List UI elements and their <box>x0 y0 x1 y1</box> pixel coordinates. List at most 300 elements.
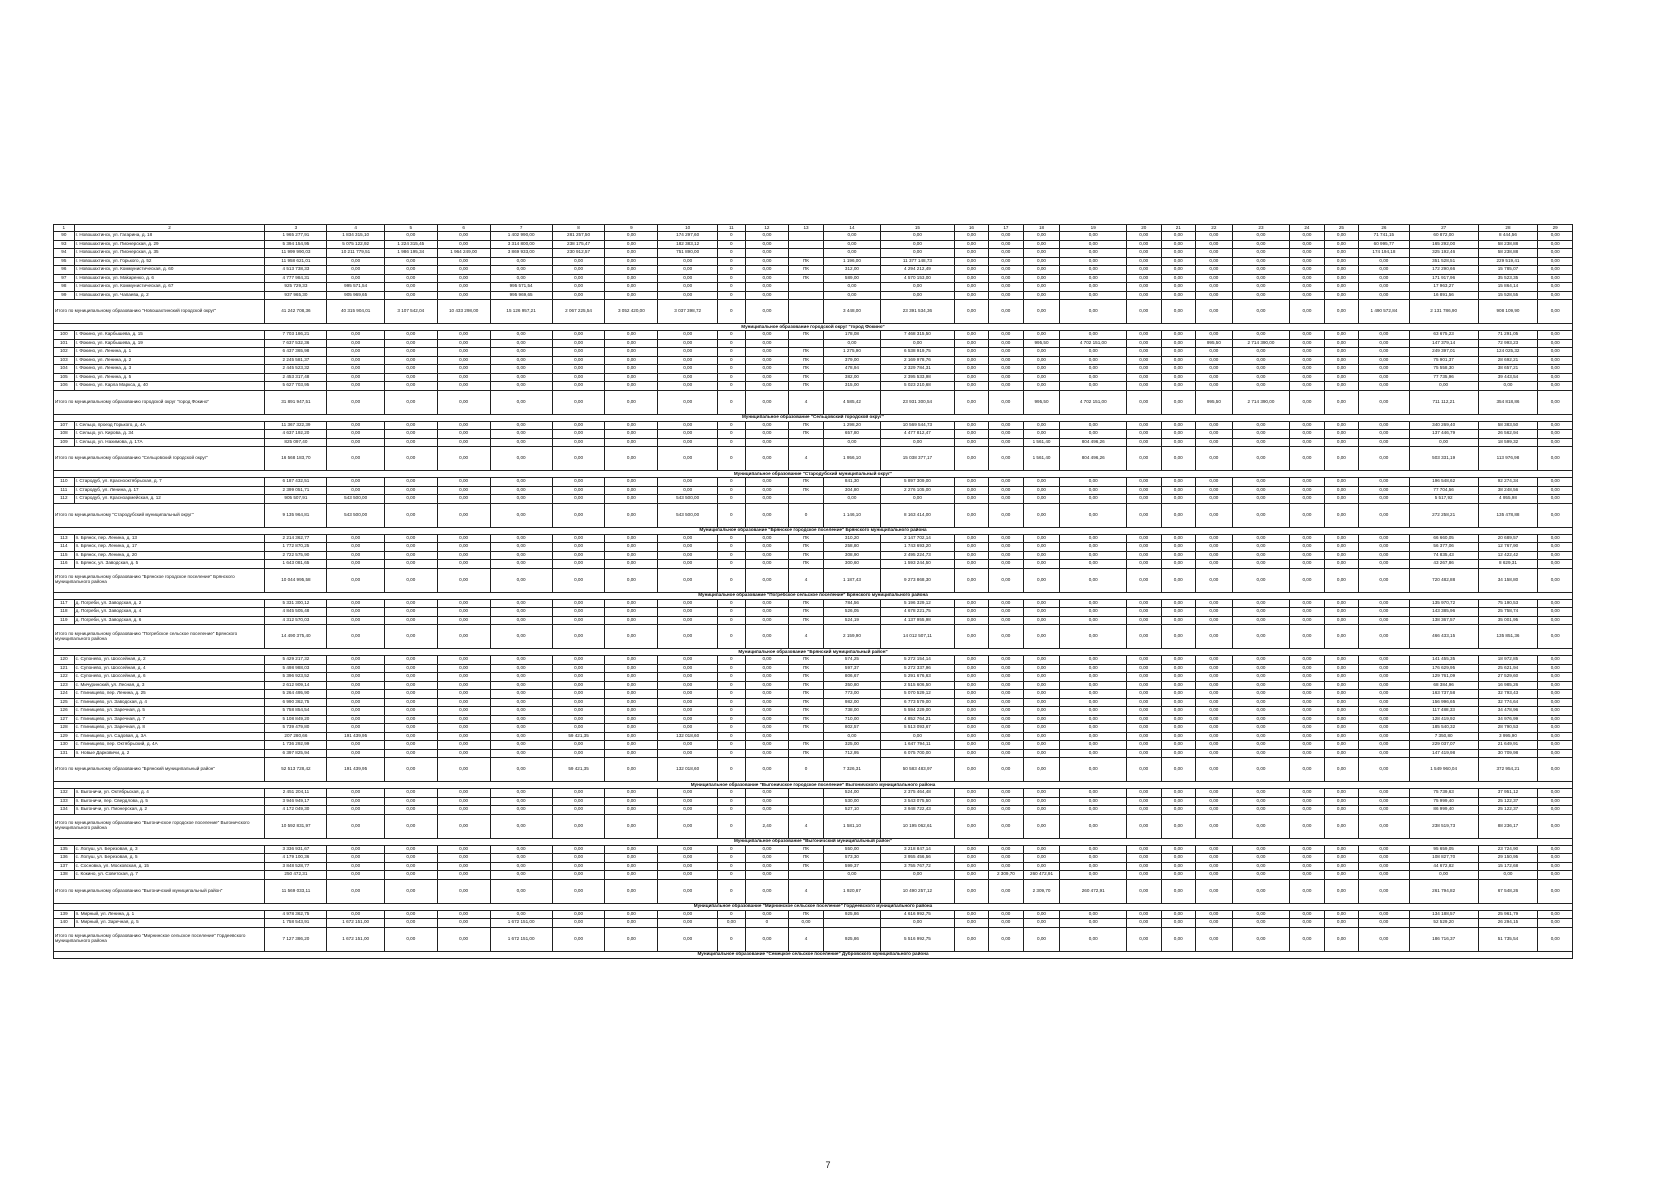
value-cell: 0,00 <box>437 438 490 447</box>
value-cell: 0 <box>718 365 746 374</box>
value-cell: 0,00 <box>745 543 789 552</box>
program-table <box>53 224 1573 959</box>
value-cell: 995 969,65 <box>490 291 552 300</box>
value-cell: 0,00 <box>605 919 658 928</box>
value-cell: 11 958 621,01 <box>265 257 327 266</box>
total-value-cell: 8 163 414,00 <box>881 503 955 527</box>
total-value-cell: 0,00 <box>1127 927 1161 951</box>
value-cell: 0,00 <box>605 274 658 283</box>
value-cell: 0,00 <box>1232 845 1289 854</box>
value-cell: 0,00 <box>1161 339 1195 348</box>
value-cell: 0,00 <box>327 274 384 283</box>
value-cell: 0,00 <box>552 690 605 699</box>
value-cell: 0,00 <box>605 673 658 682</box>
total-value-cell: 10 592 831,97 <box>265 814 327 838</box>
value-cell: 0,00 <box>490 438 552 447</box>
value-cell: 0,00 <box>1023 495 1060 504</box>
total-value-cell: 9 135 964,81 <box>265 503 327 527</box>
total-value-cell: 0,00 <box>1290 300 1324 324</box>
value-cell: 5 272 337,96 <box>881 664 955 673</box>
value-cell: 0,00 <box>1127 232 1161 241</box>
value-cell: 0,00 <box>1023 348 1060 357</box>
value-cell: 0,00 <box>954 845 988 854</box>
value-cell: 0,00 <box>552 608 605 617</box>
value-cell: 0,00 <box>1478 871 1538 880</box>
value-cell: 0,00 <box>1161 348 1195 357</box>
value-cell: 0,00 <box>327 373 384 382</box>
row-number: 133 <box>54 797 75 806</box>
value-cell: 0,00 <box>1127 732 1161 741</box>
total-value-cell: 0 <box>718 879 746 903</box>
value-cell: 0,00 <box>437 656 490 665</box>
value-cell: 0,00 <box>789 919 823 928</box>
value-cell: 0,00 <box>745 664 789 673</box>
value-cell: 0,00 <box>1023 690 1060 699</box>
value-cell: 147 419,98 <box>1409 749 1478 758</box>
value-cell: ПК <box>789 356 823 365</box>
value-cell: 0,00 <box>490 862 552 871</box>
value-cell: 0,00 <box>605 698 658 707</box>
value-cell: 0,00 <box>1195 616 1232 625</box>
total-value-cell: 1 672 151,00 <box>327 927 384 951</box>
value-cell: 5 627 703,95 <box>265 382 327 391</box>
value-cell: 0,00 <box>989 534 1023 543</box>
value-cell: 0,00 <box>1290 608 1324 617</box>
value-cell: 0,00 <box>1023 365 1060 374</box>
value-cell: 0,00 <box>1290 673 1324 682</box>
value-cell: 0,00 <box>1359 274 1410 283</box>
value-cell: 0,00 <box>1161 356 1195 365</box>
value-cell: ПК <box>789 741 823 750</box>
value-cell: 0,00 <box>605 266 658 275</box>
row-number: 137 <box>54 862 75 871</box>
value-cell: 0,00 <box>1538 274 1573 283</box>
total-value-cell: 3 037 398,72 <box>658 300 718 324</box>
value-cell: 2 612 909,14 <box>265 681 327 690</box>
value-cell: 0,00 <box>1324 266 1358 275</box>
value-cell: 15 172,68 <box>1478 862 1538 871</box>
value-cell: 0,00 <box>1161 862 1195 871</box>
value-cell: 0,00 <box>1290 240 1324 249</box>
total-value-cell: 0,00 <box>1324 879 1358 903</box>
value-cell: 0,00 <box>1195 690 1232 699</box>
value-cell: 0,00 <box>823 283 880 292</box>
value-cell: 0,00 <box>745 534 789 543</box>
value-cell: 2 453 317,48 <box>265 373 327 382</box>
value-cell: 0,00 <box>1538 871 1573 880</box>
value-cell: 0,00 <box>1161 373 1195 382</box>
value-cell: 0,00 <box>384 871 437 880</box>
value-cell: 0,00 <box>954 348 988 357</box>
municipality-title: Муниципальное образование "Сельцовский городской округ" <box>54 414 1573 421</box>
value-cell: 2 147 702,14 <box>881 534 955 543</box>
row-number: 108 <box>54 430 75 439</box>
value-cell: 0,00 <box>327 681 384 690</box>
value-cell: 0,00 <box>490 616 552 625</box>
address-cell: г. Новошахтинск, ул. Чапаева, д. 2 <box>74 291 265 300</box>
total-value-cell: 0 <box>718 758 746 782</box>
value-cell: ПК <box>789 348 823 357</box>
value-cell: 2 714 390,00 <box>1232 339 1289 348</box>
value-cell: 0,00 <box>658 673 718 682</box>
value-cell: 0,00 <box>658 365 718 374</box>
address-cell: п. Выгоничи, ул. Октябрьская, д. 4 <box>74 789 265 798</box>
total-value-cell: 0,00 <box>1127 814 1161 838</box>
value-cell: 0 <box>718 741 746 750</box>
column-number-cell: 2 <box>74 225 265 232</box>
value-cell: 0,00 <box>327 348 384 357</box>
column-number-cell: 15 <box>881 225 955 232</box>
value-cell: 0,00 <box>1195 551 1232 560</box>
value-cell: 0,00 <box>658 274 718 283</box>
value-cell: 0 <box>718 690 746 699</box>
value-cell: 0,00 <box>954 871 988 880</box>
value-cell: 0,00 <box>1538 266 1573 275</box>
value-cell: 0,00 <box>1290 656 1324 665</box>
value-cell: ПК <box>789 707 823 716</box>
total-value-cell: 4 <box>789 390 823 414</box>
value-cell: 0,00 <box>327 656 384 665</box>
value-cell: 0,00 <box>954 365 988 374</box>
total-value-cell: 0,00 <box>1538 625 1573 649</box>
value-cell: 0 <box>718 871 746 880</box>
value-cell: 0,00 <box>384 681 437 690</box>
column-number-cell: 16 <box>954 225 988 232</box>
value-cell: 0,00 <box>1195 430 1232 439</box>
value-cell: 6 773 579,00 <box>881 698 955 707</box>
value-cell: 11 367 322,39 <box>265 421 327 430</box>
value-cell: 4 570 153,00 <box>881 274 955 283</box>
value-cell: 0,00 <box>1161 789 1195 798</box>
value-cell: 0,00 <box>1324 534 1358 543</box>
value-cell: 0,00 <box>954 249 988 258</box>
value-cell: 0,00 <box>745 806 789 815</box>
total-value-cell: 14 012 507,11 <box>881 625 955 649</box>
value-cell: 38 657,21 <box>1478 365 1538 374</box>
value-cell: 4 852 764,21 <box>881 715 955 724</box>
value-cell: 0,00 <box>1324 232 1358 241</box>
value-cell: 0,00 <box>1195 862 1232 871</box>
value-cell: 0,00 <box>327 266 384 275</box>
value-cell: 0,00 <box>1290 534 1324 543</box>
municipality-title: Муниципальное образование "Стародубский муниципальный округ" <box>54 471 1573 478</box>
total-value-cell: 0,00 <box>1359 879 1410 903</box>
value-cell: 0,00 <box>954 910 988 919</box>
value-cell: 4 845 505,48 <box>265 608 327 617</box>
total-value-cell: 1 549 960,04 <box>1409 758 1478 782</box>
value-cell: 0,00 <box>1161 495 1195 504</box>
value-cell: 229 519,41 <box>1478 257 1538 266</box>
value-cell: 0,00 <box>437 616 490 625</box>
total-value-cell: 0,00 <box>1232 503 1289 527</box>
value-cell: 0,00 <box>1161 240 1195 249</box>
value-cell: 5 396 923,52 <box>265 673 327 682</box>
value-cell: 163 737,58 <box>1409 690 1478 699</box>
value-cell: 0,00 <box>954 724 988 733</box>
value-cell: 0,00 <box>1060 486 1127 495</box>
value-cell: 0,00 <box>1538 240 1573 249</box>
table-row <box>54 365 1573 374</box>
value-cell: 0 <box>718 430 746 439</box>
value-cell: 841,30 <box>823 478 880 487</box>
value-cell: 0,00 <box>1161 698 1195 707</box>
value-cell: 0,00 <box>1127 257 1161 266</box>
total-value-cell: 0,00 <box>1127 503 1161 527</box>
value-cell <box>789 291 823 300</box>
value-cell: 0,00 <box>552 291 605 300</box>
value-cell: 0,00 <box>1161 232 1195 241</box>
total-value-cell: 0,00 <box>1232 447 1289 471</box>
value-cell: 0,00 <box>658 656 718 665</box>
total-value-cell: 0,00 <box>605 814 658 838</box>
value-cell: 35 001,95 <box>1478 616 1538 625</box>
value-cell: 0,00 <box>1232 871 1289 880</box>
total-value-cell: 0,00 <box>1538 447 1573 471</box>
value-cell: 0,00 <box>1161 291 1195 300</box>
value-cell: 3 755 767,72 <box>881 862 955 871</box>
value-cell: ПК <box>789 599 823 608</box>
table-row <box>54 673 1573 682</box>
value-cell: 0,00 <box>1359 749 1410 758</box>
table-row <box>54 232 1573 241</box>
value-cell: 0 <box>718 707 746 716</box>
total-value-cell: 0,00 <box>327 568 384 592</box>
value-cell: 0,00 <box>823 232 880 241</box>
total-value-cell: 0,00 <box>437 758 490 782</box>
value-cell: 124 025,32 <box>1478 348 1538 357</box>
row-number: 114 <box>54 543 75 552</box>
value-cell: 0 <box>718 266 746 275</box>
value-cell: 34 976,99 <box>1478 715 1538 724</box>
value-cell: 0,00 <box>1324 551 1358 560</box>
value-cell: 10 569 544,73 <box>881 421 955 430</box>
value-cell: 63 675,23 <box>1409 331 1478 340</box>
value-cell: 0,00 <box>1161 749 1195 758</box>
row-number: 103 <box>54 356 75 365</box>
value-cell: 6 437 365,98 <box>265 348 327 357</box>
value-cell: 0,00 <box>1195 365 1232 374</box>
value-cell: 0,00 <box>954 478 988 487</box>
value-cell: 0,00 <box>1060 690 1127 699</box>
total-value-cell: 0 <box>789 758 823 782</box>
total-value-cell: 4 <box>789 447 823 471</box>
total-value-cell: 0,00 <box>490 447 552 471</box>
value-cell: 0,00 <box>989 707 1023 716</box>
value-cell: 3 946 949,17 <box>265 797 327 806</box>
value-cell: 0,00 <box>1290 232 1324 241</box>
total-value-cell: 0,00 <box>1195 568 1232 592</box>
value-cell: 0,00 <box>1538 845 1573 854</box>
value-cell: 0,00 <box>1232 656 1289 665</box>
value-cell: 0,00 <box>1538 373 1573 382</box>
value-cell: 0,00 <box>1060 495 1127 504</box>
value-cell: 0,00 <box>745 356 789 365</box>
table-row <box>54 797 1573 806</box>
value-cell: 27 529,60 <box>1478 673 1538 682</box>
total-value-cell: 0,00 <box>1538 927 1573 951</box>
value-cell: 0,00 <box>1538 430 1573 439</box>
value-cell: 0,00 <box>1060 724 1127 733</box>
value-cell: 0,00 <box>1290 438 1324 447</box>
total-value-cell: 0,00 <box>1161 814 1195 838</box>
value-cell: 0,00 <box>1538 732 1573 741</box>
value-cell: 0,00 <box>1195 382 1232 391</box>
value-cell: 0,00 <box>384 331 437 340</box>
value-cell: 325,00 <box>823 741 880 750</box>
value-cell: 0,00 <box>989 339 1023 348</box>
value-cell: 0,00 <box>1127 249 1161 258</box>
value-cell: 0,00 <box>490 356 552 365</box>
total-value-cell: 260 472,91 <box>1060 879 1127 903</box>
value-cell: 2 214 362,77 <box>265 534 327 543</box>
total-value-cell: 0,00 <box>1290 390 1324 414</box>
value-cell: 0,00 <box>1290 266 1324 275</box>
value-cell: 0,00 <box>1127 599 1161 608</box>
value-cell: 0,00 <box>954 240 988 249</box>
value-cell: 0,00 <box>745 854 789 863</box>
value-cell: 0 <box>718 249 746 258</box>
value-cell: 0,00 <box>490 274 552 283</box>
value-cell: 0,00 <box>989 616 1023 625</box>
row-number: 111 <box>54 486 75 495</box>
value-cell: 527,10 <box>823 806 880 815</box>
value-cell: 0,00 <box>658 543 718 552</box>
total-value-cell: 0,00 <box>552 447 605 471</box>
total-value-cell: 0,00 <box>989 879 1023 903</box>
value-cell: 0,00 <box>1161 732 1195 741</box>
value-cell: 0,00 <box>745 707 789 716</box>
value-cell: 0,00 <box>605 616 658 625</box>
value-cell: 0,00 <box>384 266 437 275</box>
value-cell: 0,00 <box>605 690 658 699</box>
value-cell: 0,00 <box>989 283 1023 292</box>
value-cell: 0,00 <box>1290 257 1324 266</box>
value-cell: 58 383,50 <box>1478 421 1538 430</box>
value-cell: 0,00 <box>954 797 988 806</box>
address-cell: г. Новошахтинск, ул. Горького, д. 52 <box>74 257 265 266</box>
value-cell: 0,00 <box>658 373 718 382</box>
total-value-cell: 59 421,35 <box>552 758 605 782</box>
total-value-cell: 10 195 062,61 <box>881 814 955 838</box>
value-cell: 0,00 <box>1023 707 1060 716</box>
value-cell: 712,95 <box>823 749 880 758</box>
value-cell: 0,00 <box>658 707 718 716</box>
total-value-cell: 0,00 <box>1324 300 1358 324</box>
total-value-cell: 0,00 <box>1324 447 1358 471</box>
value-cell: 18 972,85 <box>1478 656 1538 665</box>
value-cell: 0,00 <box>1127 274 1161 283</box>
value-cell: 0,00 <box>745 478 789 487</box>
total-value-cell: 0,00 <box>605 390 658 414</box>
value-cell: 0,00 <box>1023 698 1060 707</box>
value-cell: 0,00 <box>1060 266 1127 275</box>
total-value-cell: 4 585,42 <box>823 390 880 414</box>
value-cell: 0,00 <box>605 240 658 249</box>
address-cell: г. Стародуб, ул. Красноармейская, д. 12 <box>74 495 265 504</box>
total-value-cell: 908 109,90 <box>1478 300 1538 324</box>
value-cell: 0,00 <box>1127 438 1161 447</box>
address-cell: с. Супонево, ул. Шоссейная, д. 6 <box>74 673 265 682</box>
value-cell: 0,00 <box>1359 854 1410 863</box>
value-cell: 0,00 <box>1324 919 1358 928</box>
value-cell: 0,00 <box>437 430 490 439</box>
total-value-cell: 0,00 <box>437 927 490 951</box>
table-row <box>54 910 1573 919</box>
value-cell: 0,00 <box>1060 257 1127 266</box>
value-cell: 0,00 <box>1023 854 1060 863</box>
value-cell: 0,00 <box>1161 438 1195 447</box>
value-cell: 0,00 <box>1538 724 1573 733</box>
row-number: 132 <box>54 789 75 798</box>
total-value-cell: 0,00 <box>658 568 718 592</box>
value-cell: 0,00 <box>437 356 490 365</box>
value-cell: 0,00 <box>954 707 988 716</box>
value-cell: 0,00 <box>1195 543 1232 552</box>
value-cell: 0,00 <box>1324 421 1358 430</box>
value-cell: 0,00 <box>605 534 658 543</box>
value-cell: 0,00 <box>1023 232 1060 241</box>
value-cell: 0,00 <box>1538 534 1573 543</box>
value-cell: 0,00 <box>1127 919 1161 928</box>
value-cell: 0,00 <box>1324 599 1358 608</box>
value-cell: ПК <box>789 430 823 439</box>
value-cell: 58 238,88 <box>1478 249 1538 258</box>
total-value-cell: 0,00 <box>1060 927 1127 951</box>
value-cell: 0 <box>718 732 746 741</box>
total-value-cell: 50 583 483,97 <box>881 758 955 782</box>
value-cell: 7 637 532,36 <box>265 339 327 348</box>
value-cell: 0,00 <box>1290 724 1324 733</box>
value-cell: 0,00 <box>437 919 490 928</box>
address-cell: с. Глинищево, ул. Заречная, д. 5 <box>74 707 265 716</box>
value-cell: 0,00 <box>327 438 384 447</box>
value-cell: 5 897 309,00 <box>881 478 955 487</box>
value-cell: 0,00 <box>1232 806 1289 815</box>
value-cell: 4 702 151,00 <box>1060 339 1127 348</box>
value-cell: 0,00 <box>327 608 384 617</box>
total-value-cell: 0,00 <box>437 447 490 471</box>
total-value-cell: 23 931 300,54 <box>881 390 955 414</box>
total-value-cell: 88 236,17 <box>1478 814 1538 838</box>
total-value-cell: 0,00 <box>605 447 658 471</box>
value-cell: 5 429 217,32 <box>265 656 327 665</box>
value-cell: 0,00 <box>954 732 988 741</box>
value-cell: 0,00 <box>605 438 658 447</box>
value-cell: 0,00 <box>989 232 1023 241</box>
value-cell: 0,00 <box>658 486 718 495</box>
value-cell: 0,00 <box>989 919 1023 928</box>
value-cell: 0,00 <box>989 249 1023 258</box>
value-cell: 0,00 <box>1060 599 1127 608</box>
value-cell: 77 704,56 <box>1409 486 1478 495</box>
value-cell: 0,00 <box>745 339 789 348</box>
value-cell: 0,00 <box>1538 789 1573 798</box>
value-cell: 0,00 <box>1195 348 1232 357</box>
municipality-section-header <box>54 838 1573 845</box>
table-row <box>54 382 1573 391</box>
value-cell: 0,00 <box>1060 919 1127 928</box>
value-cell: 0,00 <box>954 599 988 608</box>
address-cell: п. Мирный, ул. Ленина, д. 1 <box>74 910 265 919</box>
value-cell: 1 402 990,00 <box>490 232 552 241</box>
value-cell: 0,00 <box>605 382 658 391</box>
value-cell: 0,00 <box>954 331 988 340</box>
value-cell: 0,00 <box>1359 862 1410 871</box>
value-cell: 0,00 <box>1324 871 1358 880</box>
total-value-cell: 0,00 <box>605 758 658 782</box>
value-cell: 0,00 <box>1127 862 1161 871</box>
value-cell: 0,00 <box>1161 806 1195 815</box>
